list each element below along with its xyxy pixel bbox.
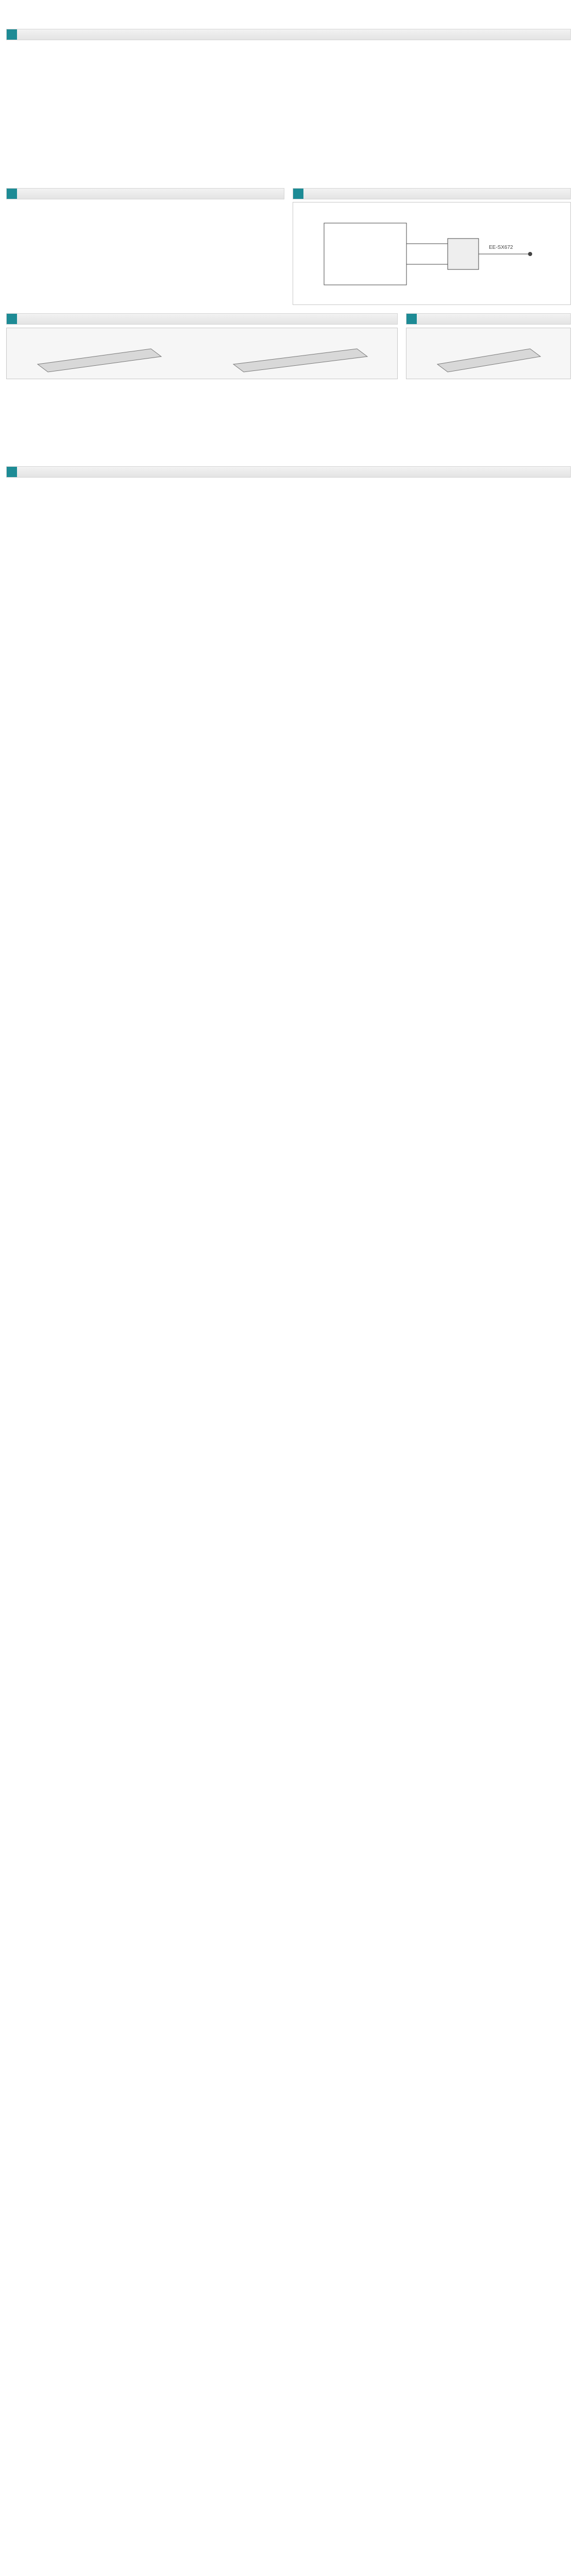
basic-bar	[6, 188, 284, 199]
motor-bar-label	[7, 467, 17, 477]
overhang-bar	[6, 313, 398, 325]
sensor-bar-label	[293, 189, 303, 199]
svg-text:EE-SX672: EE-SX672	[489, 245, 513, 250]
ordering-legend	[15, 77, 567, 180]
sensor-diagram	[293, 202, 571, 305]
sensor-bar	[293, 188, 571, 199]
static-bar	[406, 313, 571, 325]
static-bar-label	[406, 314, 417, 324]
ordering-bar	[6, 29, 571, 40]
spec-header	[6, 5, 571, 26]
overhang-bar-label	[7, 314, 17, 324]
motor-bar	[6, 466, 571, 478]
overhang-illustration	[6, 328, 398, 379]
static-illustration	[406, 328, 571, 379]
basic-bar-label	[7, 189, 17, 199]
ordering-bar-label	[7, 29, 17, 40]
